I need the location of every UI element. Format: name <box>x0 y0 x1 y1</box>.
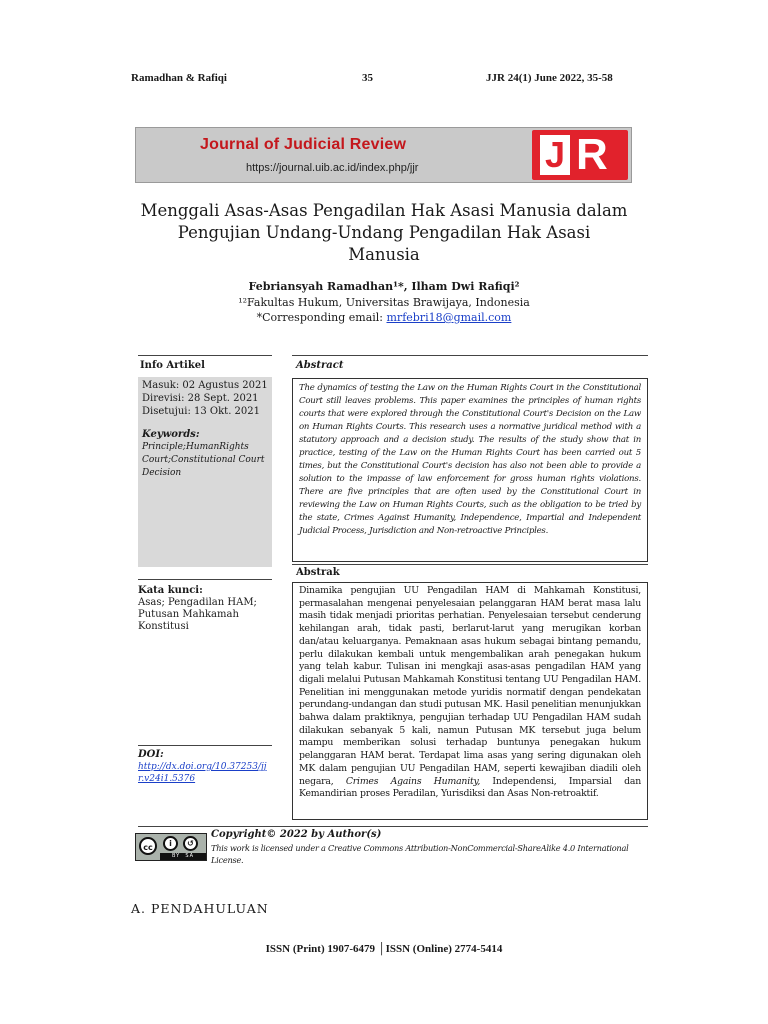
attribution-icon: i <box>163 836 178 851</box>
badge-by-label: BY <box>171 853 181 859</box>
issn-footer: ISSN (Print) 1907-6479 │ISSN (Online) 2774-5414 <box>265 943 503 955</box>
kata-kunci-text: Asas; Pengadilan HAM; Putusan Mahkamah Konstitusi <box>138 597 257 632</box>
article-title <box>120 200 648 266</box>
affiliation: ¹²Fakultas Hukum, Universitas Brawijaya, Indonesia <box>238 296 530 309</box>
keywords-label: Keywords: <box>142 429 200 440</box>
doi-label: DOI: <box>138 749 164 760</box>
abstrak-divider <box>292 564 648 565</box>
running-head-authors: Ramadhan & Rafiqi <box>131 72 227 84</box>
badge-sa-label: SA <box>185 853 195 859</box>
corresponding-email-link[interactable]: mrfebri18@gmail.com <box>386 311 512 324</box>
corresponding-email-line <box>120 311 648 324</box>
abstrak-text-2: Independensi, Imparsial dan Kemandirian proses Peradilan, Yurisdiksi dan Asas Non-retroaktif. <box>299 775 641 800</box>
kata-kunci-divider <box>138 579 272 580</box>
cc-icon: cc <box>139 837 157 855</box>
abstract-label: Abstract <box>296 360 344 371</box>
abstract-divider <box>292 355 648 356</box>
abstrak-label: Abstrak <box>296 567 340 578</box>
corresponding-label: *Corresponding email: <box>256 311 387 324</box>
title-line-1: Menggali Asas-Asas Pengadilan Hak Asasi Manusia dalam <box>140 201 628 220</box>
cc-license-badge[interactable] <box>135 833 207 861</box>
article-info-box <box>138 377 272 567</box>
info-artikel-label: Info Artikel <box>140 360 205 371</box>
doi-divider <box>138 745 272 746</box>
accepted-date: Disetujui: 13 Okt. 2021 <box>142 406 260 417</box>
journal-banner <box>135 127 632 183</box>
abstract-text: The dynamics of testing the Law on the Human Rights Court in the Constitutional Court still leaves problems. This paper examines the principles of human rights courts that were explored through the Constitutional Court's Decision on the Law on Human Rights Courts. This research uses a normative juridical method with a statutory approach and a decision study. The results of the study show that in practice, testing of the Law on the Human Rights Court has been carried out 5 times, but the Constitutional Court's decision has also not been able to provide a solution to the impasse of law enforcement for gross human rights violations. There are five principles that are often used by the Constitutional Court in reviewing the Law on Human Rights Courts, such as the obligation to be tried by the state, Crimes Against Humanity, Independence, Impartial and Independent Judicial Process, Jurisdiction and Non-retroactive Principles. <box>299 383 641 536</box>
abstrak-text-1: Dinamika pengujian UU Pengadilan HAM di Mahkamah Konstitusi, permasalahan mengenai penyelesaian pelanggaran HAM berat masa lalu masih tidak menjadi prioritas perhatian. Penyelesaian tersebut cenderung kehilangan arah, tidak pasti, berlarut-larut yang merugikan korban dan/atau keluarganya. Pemaknaan asas hukum sebagai bintang pemandu, perlu dilakukan kembali untuk mengembalikan arah penegakan hukum yang telah kabur. Tulisan ini mengkaji asas-asas pengadilan HAM yang digali melalui Putusan Mahkamah Konstitusi tentang UU Pengadilan HAM. Penelitian ini menggunakan metode yuridis normatif dengan pendekatan perundang-undangan dan studi putusan MK. Hasil penelitian menunjukkan bahwa dalam praktiknya, pengujian terhadap UU Pengadilan HAM sudah dilakukan sebanyak 5 kali, namun Putusan MK tersebut juga belum mampu memberikan solusi terhadap buntunya penegakan hukum pelanggaran HAM berat. Terdapat lima asas yang sering digunakan oleh MK dalam pengujian UU Pengadilan HAM, seperti kewajiban diadili oleh negara, <box>299 585 642 787</box>
journal-url[interactable]: https://journal.uib.ac.id/index.php/jjr <box>246 162 419 174</box>
revised-date: Direvisi: 28 Sept. 2021 <box>142 393 259 404</box>
keywords-text: Principle;HumanRights Court;Constitutional Court Decision <box>142 442 265 478</box>
section-heading: A. PENDAHULUAN <box>131 901 269 916</box>
info-divider <box>138 355 272 356</box>
abstrak-text-italic: Crimes Agains Humanity, <box>345 775 481 787</box>
copyright-divider <box>138 826 648 827</box>
page-number: 35 <box>362 72 373 84</box>
doi-block <box>138 749 272 785</box>
received-date: Masuk: 02 Agustus 2021 <box>142 380 268 391</box>
author-list: Febriansyah Ramadhan¹*, Ilham Dwi Rafiqi² <box>248 280 520 293</box>
logo-letter-r: R <box>576 130 608 179</box>
license-text: This work is licensed under a Creative Commons Attribution-NonCommercial-ShareAlike 4.0 International License. <box>211 843 629 865</box>
title-line-2: Pengujian Undang-Undang Pengadilan Hak Asasi <box>177 223 591 242</box>
share-alike-icon: ↺ <box>183 836 198 851</box>
logo-letter-j: J <box>540 135 570 175</box>
abstrak-box <box>292 582 648 820</box>
kata-kunci-block <box>138 585 272 633</box>
copyright-title: Copyright© 2022 by Author(s) <box>211 829 382 840</box>
abstract-box <box>292 378 648 562</box>
jjr-logo <box>532 130 628 180</box>
cc-badge-strip <box>160 853 206 860</box>
kata-kunci-label: Kata kunci: <box>138 585 203 596</box>
journal-name: Journal of Judicial Review <box>200 136 407 153</box>
journal-reference: JJR 24(1) June 2022, 35-58 <box>486 72 613 84</box>
doi-link[interactable]: http://dx.doi.org/10.37253/jjr.v24i1.5376 <box>138 762 267 784</box>
title-line-3: Manusia <box>348 245 420 264</box>
